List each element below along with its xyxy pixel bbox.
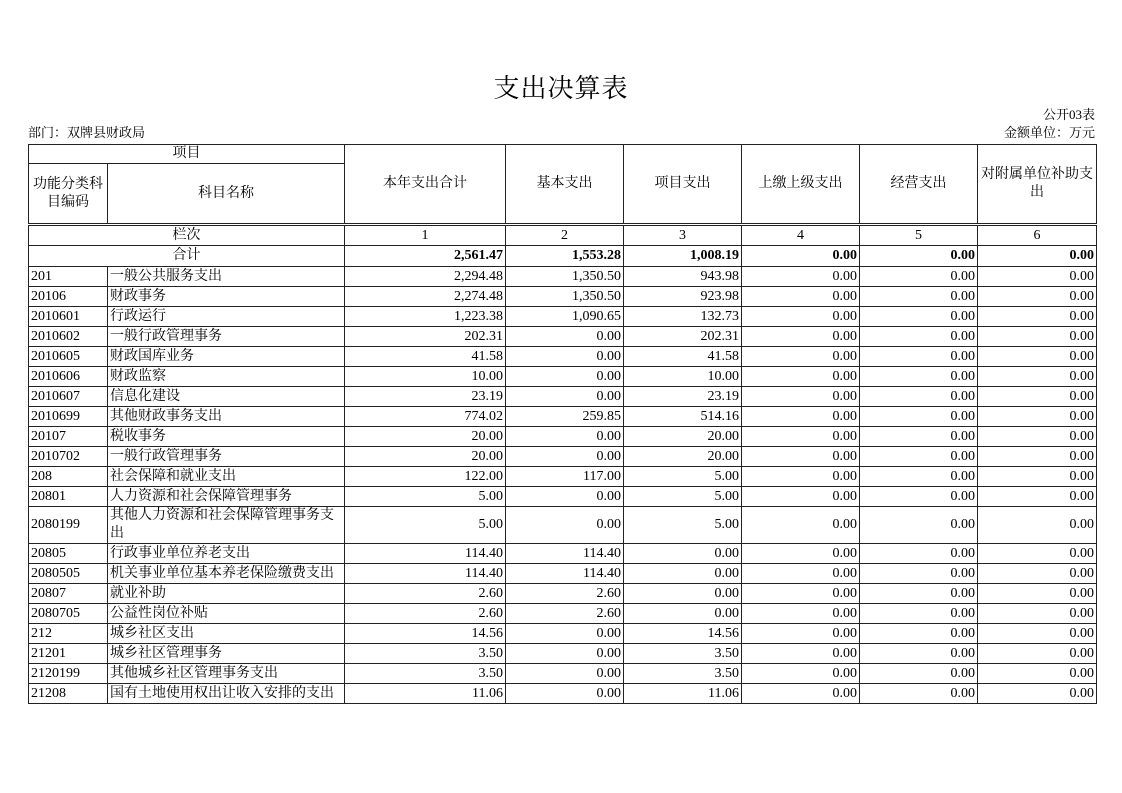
row-amount: 14.56	[624, 624, 742, 644]
row-amount: 0.00	[978, 367, 1097, 387]
row-subject-name: 其他财政事务支出	[108, 407, 345, 427]
total-value: 1,553.28	[506, 246, 624, 267]
row-amount: 2.60	[345, 604, 506, 624]
table-row	[29, 347, 1097, 367]
row-amount: 114.40	[506, 564, 624, 584]
row-amount: 0.00	[742, 307, 860, 327]
table-row	[29, 407, 1097, 427]
row-amount: 2,294.48	[345, 267, 506, 287]
row-function-code: 2010605	[29, 347, 108, 367]
row-amount: 0.00	[860, 487, 978, 507]
table-row	[29, 427, 1097, 447]
row-amount: 0.00	[860, 367, 978, 387]
table-row	[29, 684, 1097, 704]
row-amount: 1,223.38	[345, 307, 506, 327]
table-code-label: 公开03表	[1042, 107, 1095, 122]
row-function-code: 2010702	[29, 447, 108, 467]
row-amount: 41.58	[624, 347, 742, 367]
row-amount: 23.19	[345, 387, 506, 407]
row-function-code: 201	[29, 267, 108, 287]
row-amount: 0.00	[624, 544, 742, 564]
row-amount: 0.00	[860, 387, 978, 407]
row-amount: 0.00	[742, 544, 860, 564]
row-subject-name: 财政监察	[108, 367, 345, 387]
table-row	[29, 387, 1097, 407]
row-amount: 2.60	[506, 584, 624, 604]
department-label: 部门：双牌县财政局	[28, 125, 146, 140]
header-project-expenditure: 项目支出	[624, 145, 742, 225]
row-function-code: 20107	[29, 427, 108, 447]
row-amount: 11.06	[624, 684, 742, 704]
row-amount: 5.00	[624, 507, 742, 544]
table-row	[29, 507, 1097, 544]
total-value: 1,008.19	[624, 246, 742, 267]
row-amount: 41.58	[345, 347, 506, 367]
row-amount: 1,350.50	[506, 267, 624, 287]
row-amount: 0.00	[742, 367, 860, 387]
row-amount: 0.00	[978, 347, 1097, 367]
row-amount: 20.00	[345, 447, 506, 467]
row-amount: 202.31	[345, 327, 506, 347]
row-amount: 0.00	[978, 467, 1097, 487]
row-amount: 0.00	[860, 664, 978, 684]
row-amount: 0.00	[742, 287, 860, 307]
row-amount: 0.00	[742, 427, 860, 447]
row-subject-name: 国有土地使用权出让收入安排的支出	[108, 684, 345, 704]
table-row	[29, 544, 1097, 564]
row-amount: 0.00	[742, 347, 860, 367]
row-amount: 3.50	[345, 644, 506, 664]
row-amount: 0.00	[978, 644, 1097, 664]
row-amount: 20.00	[624, 447, 742, 467]
row-amount: 0.00	[742, 564, 860, 584]
row-amount: 10.00	[345, 367, 506, 387]
row-amount: 923.98	[624, 287, 742, 307]
row-amount: 259.85	[506, 407, 624, 427]
row-amount: 117.00	[506, 467, 624, 487]
row-amount: 0.00	[978, 407, 1097, 427]
row-amount: 514.16	[624, 407, 742, 427]
row-function-code: 20807	[29, 584, 108, 604]
row-amount: 0.00	[506, 507, 624, 544]
row-function-code: 2120199	[29, 664, 108, 684]
column-index-number: 2	[506, 225, 624, 246]
row-amount: 0.00	[978, 584, 1097, 604]
row-subject-name: 社会保障和就业支出	[108, 467, 345, 487]
row-amount: 0.00	[978, 684, 1097, 704]
table-row	[29, 287, 1097, 307]
row-subject-name: 公益性岗位补贴	[108, 604, 345, 624]
row-amount: 0.00	[506, 447, 624, 467]
row-amount: 2.60	[345, 584, 506, 604]
row-amount: 0.00	[742, 584, 860, 604]
row-amount: 0.00	[506, 664, 624, 684]
row-amount: 23.19	[624, 387, 742, 407]
row-amount: 0.00	[860, 327, 978, 347]
row-amount: 0.00	[978, 387, 1097, 407]
table-row	[29, 564, 1097, 584]
row-amount: 0.00	[742, 327, 860, 347]
row-function-code: 2080199	[29, 507, 108, 544]
row-subject-name: 机关事业单位基本养老保险缴费支出	[108, 564, 345, 584]
row-amount: 5.00	[345, 487, 506, 507]
row-amount: 0.00	[742, 624, 860, 644]
row-amount: 0.00	[978, 624, 1097, 644]
row-amount: 0.00	[742, 664, 860, 684]
row-amount: 3.50	[624, 664, 742, 684]
row-function-code: 212	[29, 624, 108, 644]
row-amount: 20.00	[624, 427, 742, 447]
row-function-code: 20805	[29, 544, 108, 564]
row-subject-name: 财政国库业务	[108, 347, 345, 367]
table-row	[29, 624, 1097, 644]
row-amount: 0.00	[860, 604, 978, 624]
row-function-code: 20106	[29, 287, 108, 307]
row-amount: 0.00	[742, 447, 860, 467]
row-amount: 0.00	[978, 564, 1097, 584]
header-basic-expenditure: 基本支出	[506, 145, 624, 225]
document-title: 支出决算表	[493, 74, 629, 103]
row-amount: 2.60	[506, 604, 624, 624]
row-function-code: 20801	[29, 487, 108, 507]
table-row	[29, 327, 1097, 347]
column-index-row	[29, 225, 1097, 246]
row-function-code: 2080505	[29, 564, 108, 584]
row-amount: 0.00	[506, 327, 624, 347]
row-function-code: 2010699	[29, 407, 108, 427]
total-row	[29, 246, 1097, 267]
row-amount: 114.40	[345, 544, 506, 564]
total-value: 0.00	[742, 246, 860, 267]
row-subject-name: 人力资源和社会保障管理事务	[108, 487, 345, 507]
row-subject-name: 一般行政管理事务	[108, 327, 345, 347]
row-amount: 3.50	[345, 664, 506, 684]
row-subject-name: 城乡社区管理事务	[108, 644, 345, 664]
header-operating-expenditure: 经营支出	[860, 145, 978, 225]
row-amount: 0.00	[506, 487, 624, 507]
row-amount: 0.00	[978, 287, 1097, 307]
row-subject-name: 税收事务	[108, 427, 345, 447]
row-amount: 0.00	[506, 347, 624, 367]
row-amount: 0.00	[624, 564, 742, 584]
row-amount: 0.00	[742, 487, 860, 507]
table-header	[29, 145, 1097, 267]
row-amount: 0.00	[860, 644, 978, 664]
row-amount: 0.00	[742, 407, 860, 427]
row-amount: 0.00	[742, 604, 860, 624]
row-subject-name: 一般行政管理事务	[108, 447, 345, 467]
row-subject-name: 财政事务	[108, 287, 345, 307]
row-function-code: 21201	[29, 644, 108, 664]
row-amount: 1,090.65	[506, 307, 624, 327]
row-subject-name: 就业补助	[108, 584, 345, 604]
row-amount: 0.00	[978, 487, 1097, 507]
row-amount: 5.00	[624, 487, 742, 507]
row-amount: 0.00	[742, 684, 860, 704]
row-amount: 0.00	[506, 387, 624, 407]
row-subject-name: 其他城乡社区管理事务支出	[108, 664, 345, 684]
row-amount: 0.00	[860, 287, 978, 307]
row-function-code: 2010602	[29, 327, 108, 347]
row-function-code: 208	[29, 467, 108, 487]
table-row	[29, 267, 1097, 287]
table-row	[29, 467, 1097, 487]
amount-unit-label: 金额单位：万元	[1003, 125, 1095, 140]
total-label: 合计	[29, 246, 345, 267]
table-row	[29, 644, 1097, 664]
row-function-code: 2010606	[29, 367, 108, 387]
row-amount: 0.00	[978, 327, 1097, 347]
row-amount: 0.00	[742, 267, 860, 287]
row-amount: 0.00	[978, 447, 1097, 467]
row-amount: 5.00	[624, 467, 742, 487]
row-amount: 0.00	[860, 507, 978, 544]
table-row	[29, 604, 1097, 624]
row-amount: 0.00	[860, 564, 978, 584]
row-amount: 0.00	[860, 267, 978, 287]
row-amount: 943.98	[624, 267, 742, 287]
row-subject-name: 行政运行	[108, 307, 345, 327]
row-amount: 0.00	[978, 507, 1097, 544]
total-value: 0.00	[860, 246, 978, 267]
row-function-code: 2010607	[29, 387, 108, 407]
row-amount: 0.00	[506, 684, 624, 704]
column-index-number: 1	[345, 225, 506, 246]
row-amount: 0.00	[978, 267, 1097, 287]
table-row	[29, 447, 1097, 467]
row-amount: 114.40	[345, 564, 506, 584]
row-amount: 0.00	[860, 624, 978, 644]
table-row	[29, 664, 1097, 684]
row-amount: 122.00	[345, 467, 506, 487]
row-subject-name: 行政事业单位养老支出	[108, 544, 345, 564]
row-subject-name: 信息化建设	[108, 387, 345, 407]
row-amount: 0.00	[742, 644, 860, 664]
row-amount: 132.73	[624, 307, 742, 327]
row-amount: 10.00	[624, 367, 742, 387]
total-value: 0.00	[978, 246, 1097, 267]
column-index-number: 6	[978, 225, 1097, 246]
row-amount: 0.00	[860, 427, 978, 447]
row-amount: 0.00	[506, 644, 624, 664]
row-amount: 20.00	[345, 427, 506, 447]
row-amount: 0.00	[742, 387, 860, 407]
row-amount: 5.00	[345, 507, 506, 544]
header-subject-name: 科目名称	[108, 164, 345, 225]
row-amount: 0.00	[978, 544, 1097, 564]
table-body	[29, 267, 1097, 704]
row-amount: 0.00	[506, 367, 624, 387]
row-amount: 0.00	[978, 427, 1097, 447]
header-row	[29, 145, 1097, 164]
expenditure-table	[28, 144, 1097, 704]
row-subject-name: 城乡社区支出	[108, 624, 345, 644]
row-amount: 2,274.48	[345, 287, 506, 307]
row-amount: 11.06	[345, 684, 506, 704]
row-amount: 0.00	[506, 624, 624, 644]
row-amount: 114.40	[506, 544, 624, 564]
header-function-code: 功能分类科目编码	[29, 164, 108, 225]
row-amount: 0.00	[860, 347, 978, 367]
row-amount: 0.00	[860, 467, 978, 487]
column-index-number: 3	[624, 225, 742, 246]
column-index-number: 5	[860, 225, 978, 246]
row-function-code: 2010601	[29, 307, 108, 327]
table-row	[29, 584, 1097, 604]
row-amount: 0.00	[978, 604, 1097, 624]
row-amount: 1,350.50	[506, 287, 624, 307]
header-subsidy-to-affiliates: 对附属单位补助支出	[978, 145, 1097, 225]
row-amount: 0.00	[860, 684, 978, 704]
header-remit-to-superior: 上缴上级支出	[742, 145, 860, 225]
row-function-code: 21208	[29, 684, 108, 704]
row-amount: 0.00	[742, 467, 860, 487]
row-amount: 0.00	[742, 507, 860, 544]
row-function-code: 2080705	[29, 604, 108, 624]
row-amount: 0.00	[506, 427, 624, 447]
row-amount: 0.00	[860, 407, 978, 427]
row-subject-name: 其他人力资源和社会保障管理事务支出	[108, 507, 345, 544]
row-amount: 0.00	[978, 307, 1097, 327]
table-row	[29, 487, 1097, 507]
row-amount: 774.02	[345, 407, 506, 427]
column-index-number: 4	[742, 225, 860, 246]
row-amount: 0.00	[978, 664, 1097, 684]
row-amount: 14.56	[345, 624, 506, 644]
row-amount: 0.00	[860, 584, 978, 604]
table-row	[29, 367, 1097, 387]
header-project: 项目	[29, 145, 345, 164]
row-amount: 202.31	[624, 327, 742, 347]
column-index-label: 栏次	[29, 225, 345, 246]
row-subject-name: 一般公共服务支出	[108, 267, 345, 287]
total-value: 2,561.47	[345, 246, 506, 267]
header-total-expenditure: 本年支出合计	[345, 145, 506, 225]
row-amount: 0.00	[860, 544, 978, 564]
row-amount: 0.00	[860, 447, 978, 467]
row-amount: 3.50	[624, 644, 742, 664]
row-amount: 0.00	[624, 604, 742, 624]
table-row	[29, 307, 1097, 327]
row-amount: 0.00	[860, 307, 978, 327]
row-amount: 0.00	[624, 584, 742, 604]
